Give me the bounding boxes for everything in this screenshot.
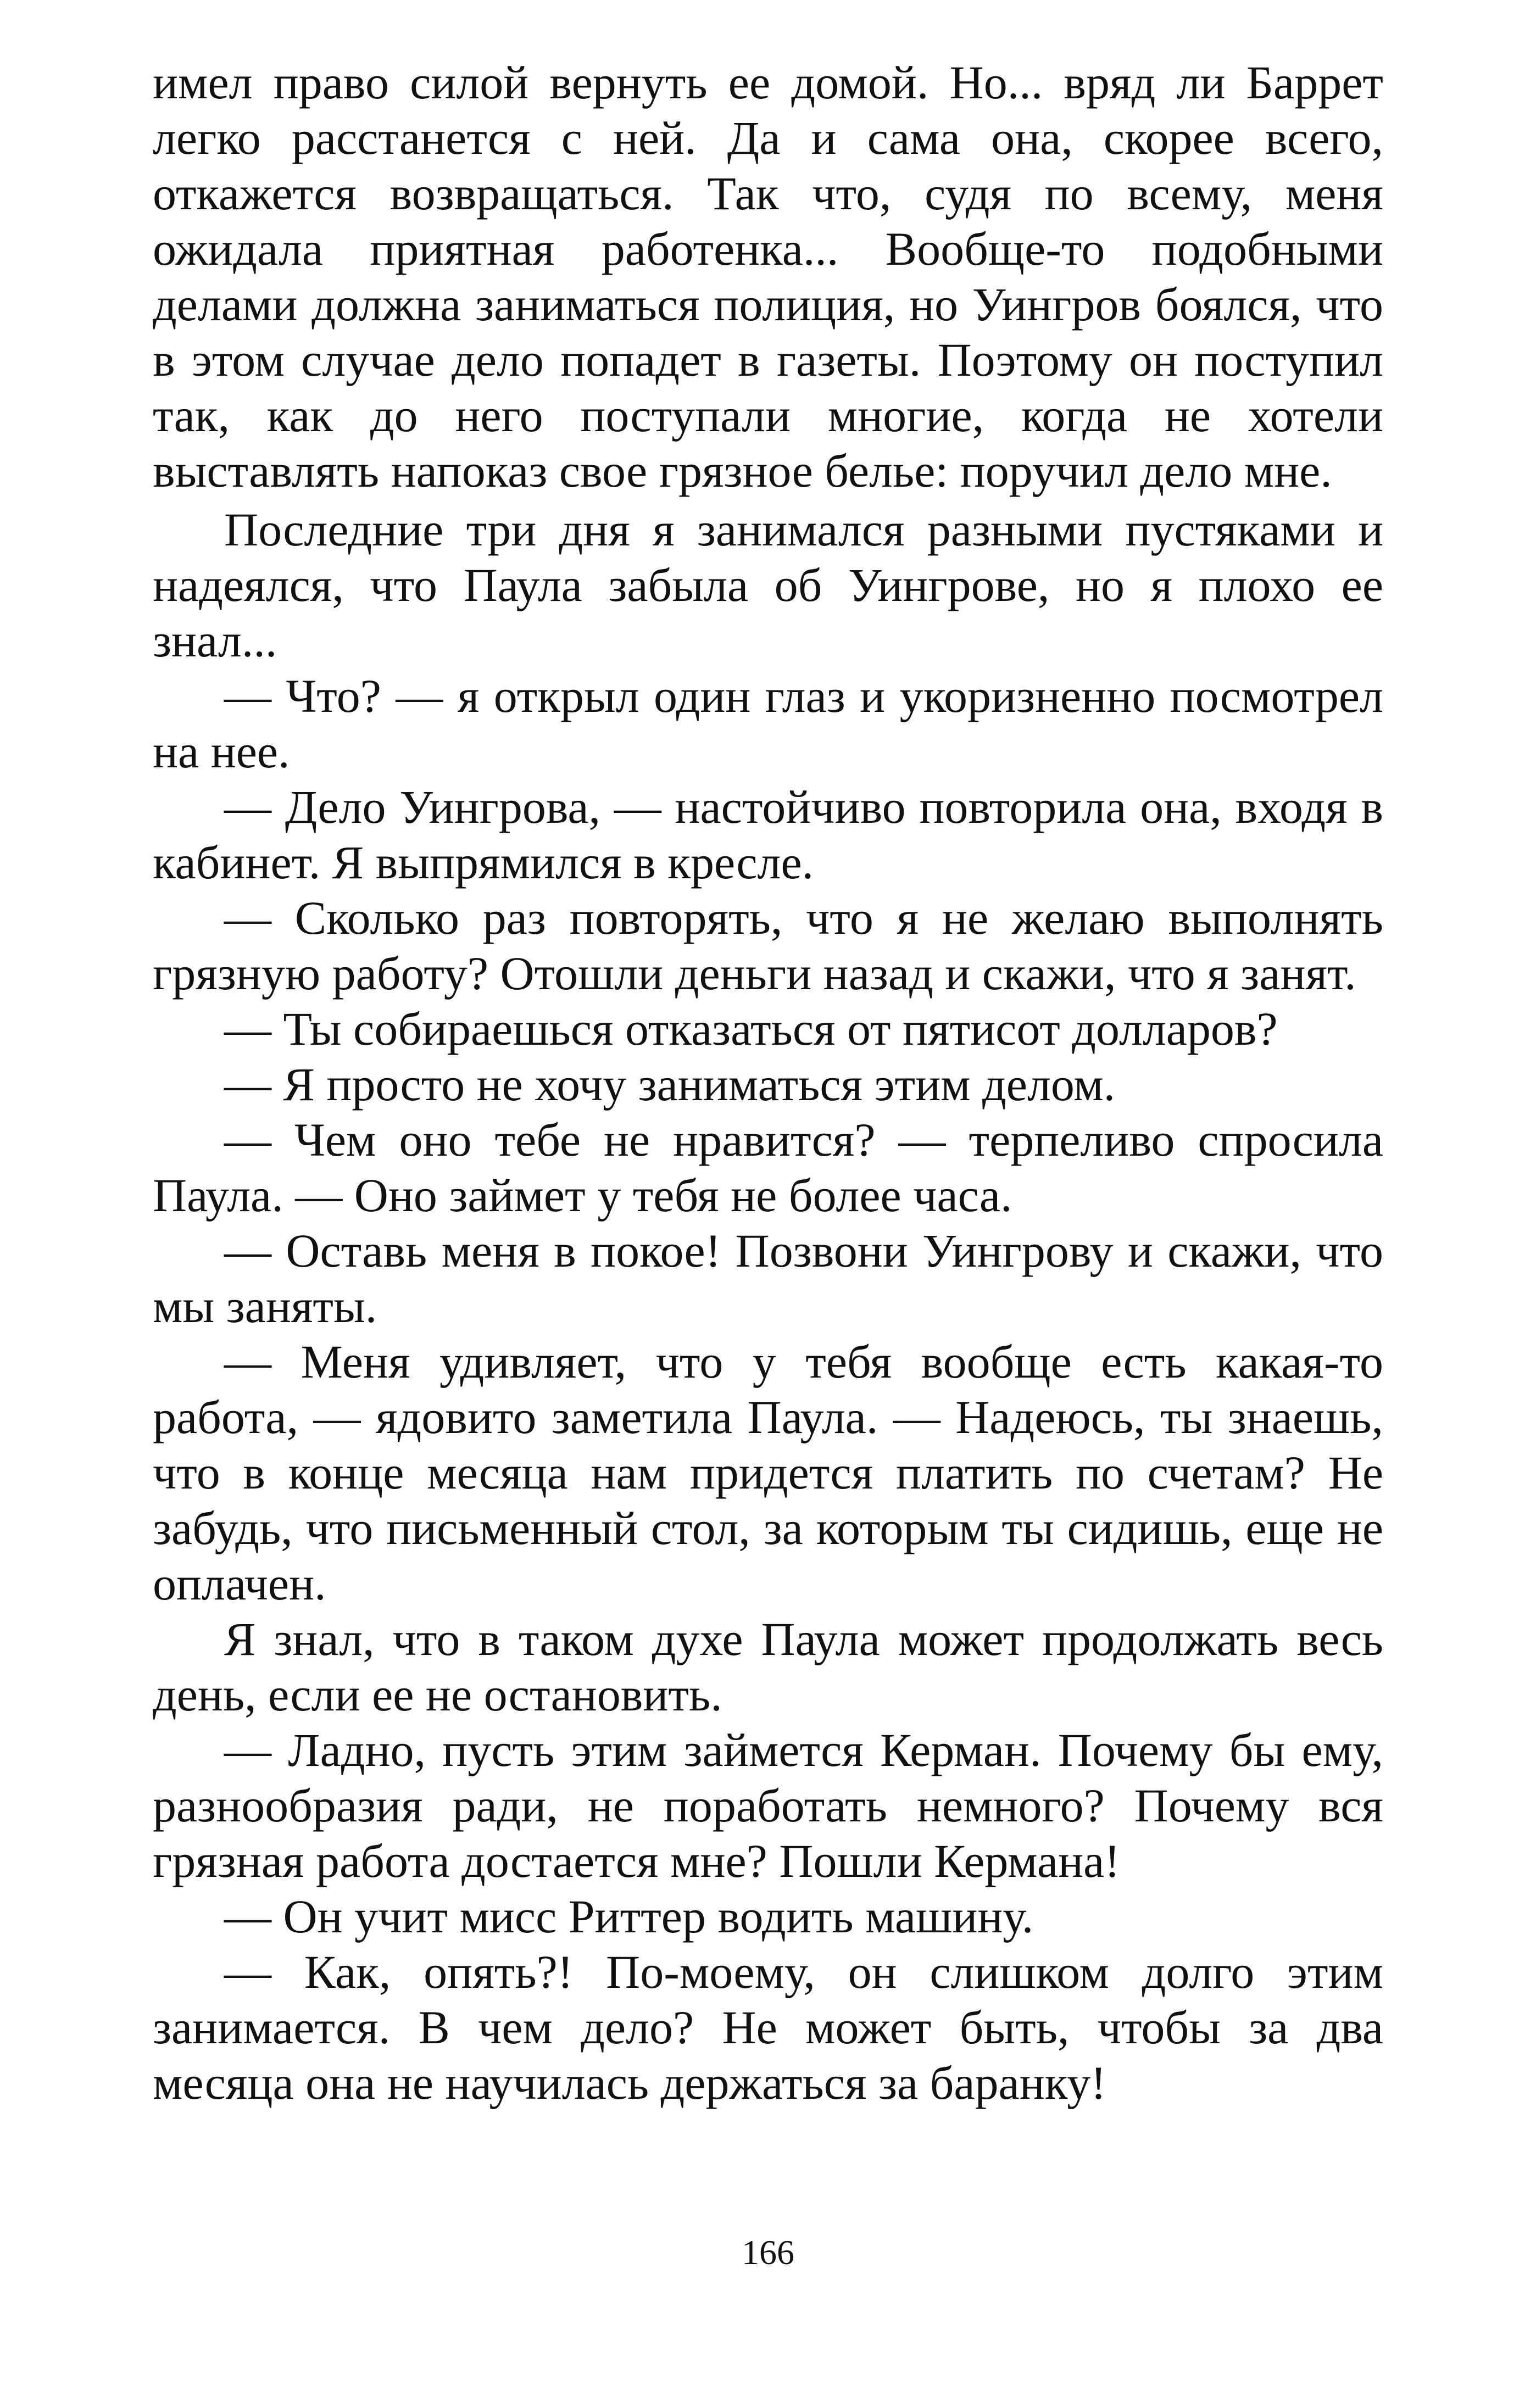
paragraph-8: — Чем оно тебе не нравится? — терпеливо спросила Паула. — Оно займет у тебя не более часа.: [153, 1113, 1383, 1222]
paragraph-5: — Сколько раз повторять, что я не желаю выполнять грязную работу? Отошли деньги назад и скажи, что я занят.: [153, 891, 1383, 1000]
paragraph-7: — Я просто не хочу заниматься этим делом.: [224, 1058, 1116, 1111]
paragraph-1: имел право силой вернуть ее домой. Но... вряд ли Баррет легко расстанется с ней. Да и сама она, скорее всего, откажется возвращаться. Так что, судя по всему, меня ожидала приятная работенка... Вообще-то подобными делами должна заниматься полиция, но Уингров боялся, что в этом случае дело попадет в газеты. Поэтому он поступил так, как до него поступали многие, когда не хотели выставлять напоказ свое грязное белье: поручил дело мне.: [153, 56, 1383, 497]
paragraph-11: Я знал, что в таком духе Паула может продолжать весь день, если ее не остановить.: [153, 1613, 1383, 1721]
paragraph-3: — Что? — я открыл один глаз и укоризненно посмотрел на нее.: [153, 670, 1383, 778]
paragraph-4: — Дело Уингрова, — настойчиво повторила она, входя в кабинет. Я выпрямился в кресле.: [153, 781, 1383, 889]
page-number: 166: [742, 2233, 794, 2272]
page-body-text: [153, 55, 1383, 2111]
paragraph-14: — Как, опять?! По-моему, он слишком долго этим занимается. В чем дело? Не может быть, чтобы за два месяца она не научилась держаться за баранку!: [153, 1946, 1383, 2109]
paragraph-2: Последние три дня я занимался разными пустяками и надеялся, что Паула забыла об Уингрове, но я плохо ее знал...: [153, 503, 1383, 667]
paragraph-9: — Оставь меня в покое! Позвони Уингрову и скажи, что мы заняты.: [153, 1224, 1383, 1333]
paragraph-10: — Меня удивляет, что у тебя вообще есть какая-то работа, — ядовито заметила Паула. — Надеюсь, ты знаешь, что в конце месяца нам придется платить по счетам? Не забудь, что письменный стол, за которым ты сидишь, еще не оплачен.: [153, 1335, 1383, 1610]
paragraph-12: — Ладно, пусть этим займется Керман. Почему бы ему, разнообразия ради, не поработать немного? Почему вся грязная работа достается мне? Пошли Кермана!: [153, 1724, 1383, 1887]
paragraph-6: — Ты собираешься отказаться от пятисот долларов?: [224, 1002, 1278, 1055]
paragraph-13: — Он учит мисс Риттер водить машину.: [224, 1890, 1034, 1943]
